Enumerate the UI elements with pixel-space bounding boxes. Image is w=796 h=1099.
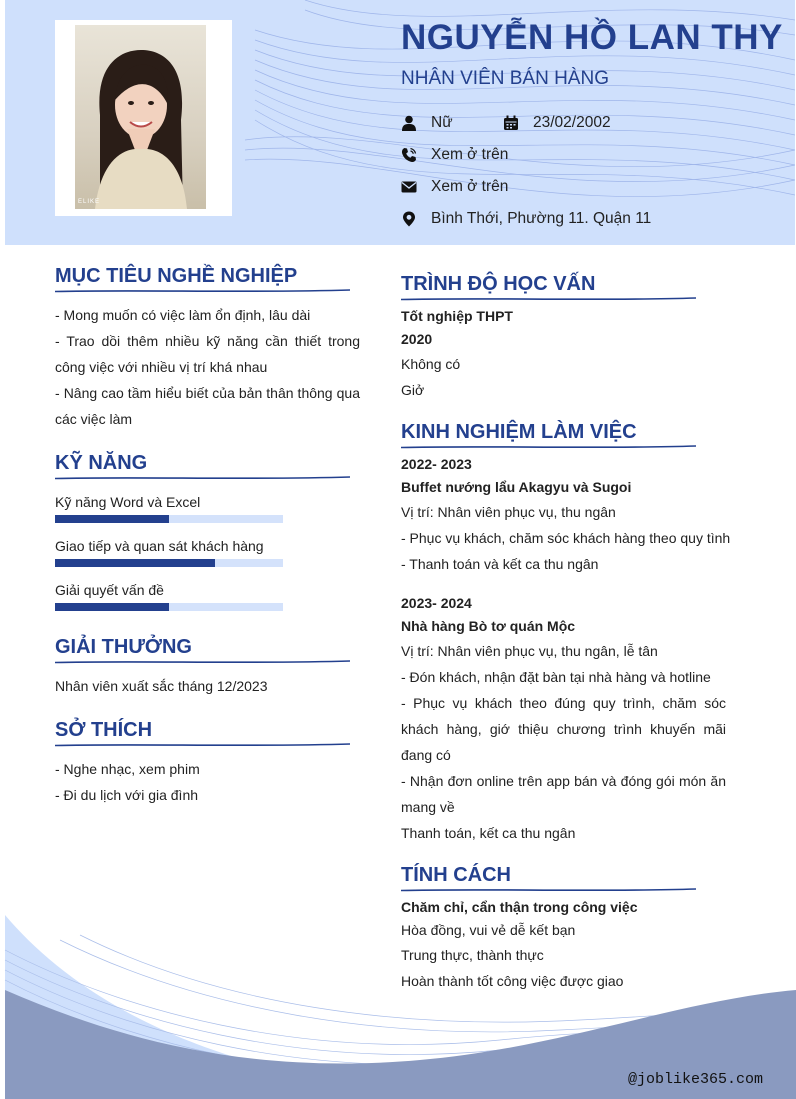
job-company: Buffet nướng lẩu Akagyu và Sugoi [401, 479, 632, 495]
map-pin-icon [401, 211, 417, 227]
awards-underline [55, 659, 350, 665]
skills-title: KỸ NĂNG [55, 452, 148, 474]
hobby-line: - Nghe nhạc, xem phim [55, 761, 200, 777]
candidate-name: NGUYỄN HỒ LAN THY [401, 18, 783, 57]
envelope-icon [401, 179, 417, 195]
personality-underline [401, 887, 696, 893]
skills-underline [55, 475, 350, 481]
gender-row [401, 112, 611, 134]
skill-bar-track [55, 603, 283, 611]
job-line: - Nhận đơn online trên app bán và đóng gói món ăn mang về [401, 773, 726, 815]
education-degree: Tốt nghiệp THPT [401, 308, 513, 324]
calendar-icon [503, 115, 519, 131]
skill-label: Kỹ năng Word và Excel [55, 494, 201, 510]
personality-line: Hòa đồng, vui vẻ dễ kết bạn [401, 922, 576, 938]
profile-photo-frame [55, 20, 232, 216]
objective-underline [55, 288, 350, 294]
address-row [401, 208, 651, 230]
objective-line: - Mong muốn có việc làm ổn định, lâu dài [55, 307, 311, 323]
site-watermark: @joblike365.com [628, 1071, 764, 1088]
job-line: - Thanh toán và kết ca thu ngân [401, 556, 599, 572]
job-line: Vị trí: Nhân viên phục vụ, thu ngân, lễ tân [401, 643, 658, 659]
skill-label: Giao tiếp và quan sát khách hàng [55, 538, 264, 554]
email-value: Xem ở trên [431, 178, 509, 195]
skill-bar-fill [55, 515, 169, 523]
education-line: Giở [401, 382, 425, 398]
education-line: Không có [401, 356, 461, 372]
skill-bar-track [55, 559, 283, 567]
education-year: 2020 [401, 331, 433, 347]
personality-line: Trung thực, thành thực [401, 947, 544, 963]
experience-underline [401, 444, 696, 450]
user-icon [401, 115, 417, 131]
skill-bar-fill [55, 559, 215, 567]
skill-label: Giải quyết vấn đề [55, 582, 164, 598]
phone-row [401, 144, 508, 166]
email-row [401, 176, 508, 198]
job-line: - Phục vụ khách theo đúng quy trình, chăm sóc khách hàng, giớ thiệu chương trình khuyến mãi đang có [401, 695, 726, 763]
experience-title: KINH NGHIỆM LÀM VIỆC [401, 421, 637, 443]
awards-title: GIẢI THƯỞNG [55, 636, 192, 658]
skill-bar-fill [55, 603, 169, 611]
address-value: Bình Thới, Phường 11. Quận 11 [431, 210, 652, 227]
phone-value: Xem ở trên [431, 146, 509, 163]
phone-icon [401, 147, 417, 163]
candidate-role: NHÂN VIÊN BÁN HÀNG [401, 68, 609, 89]
photo-watermark: ELIKE [78, 199, 101, 205]
job-period: 2022- 2023 [401, 456, 472, 472]
hobbies-underline [55, 742, 350, 748]
job-line: - Đón khách, nhận đặt bàn tại nhà hàng và hotline [401, 669, 711, 685]
education-underline [401, 296, 696, 302]
objective-title: MỤC TIÊU NGHỀ NGHIỆP [55, 265, 298, 287]
objective-line: - Nâng cao tầm hiểu biết của bản thân thông qua các việc làm [55, 385, 360, 427]
skill-bar-track [55, 515, 283, 523]
objective-line: - Trao dồi thêm nhiều kỹ năng cần thiết trong công việc với nhiều vị trí khá nhau [55, 333, 360, 375]
profile-photo [75, 25, 206, 209]
award-line: Nhân viên xuất sắc tháng 12/2023 [55, 678, 268, 694]
personality-headline: Chăm chỉ, cẩn thận trong công việc [401, 899, 638, 915]
job-company: Nhà hàng Bò tơ quán Mộc [401, 618, 576, 634]
job-period: 2023- 2024 [401, 595, 472, 611]
hobby-line: - Đi du lịch với gia đình [55, 787, 199, 803]
gender-value: Nữ [431, 114, 453, 131]
birthdate-value: 23/02/2002 [533, 114, 611, 131]
job-line: Vị trí: Nhân viên phục vụ, thu ngân [401, 504, 616, 520]
job-line: Thanh toán, kết ca thu ngân [401, 825, 576, 841]
job-line: - Phục vụ khách, chăm sóc khách hàng theo quy tình [401, 530, 731, 546]
personality-title: TÍNH CÁCH [401, 864, 511, 886]
hobbies-title: SỞ THÍCH [55, 719, 153, 741]
personality-line: Hoàn thành tốt công việc được giao [401, 973, 624, 989]
footer-waves [0, 890, 796, 1099]
education-title: TRÌNH ĐỘ HỌC VẤN [401, 273, 596, 295]
